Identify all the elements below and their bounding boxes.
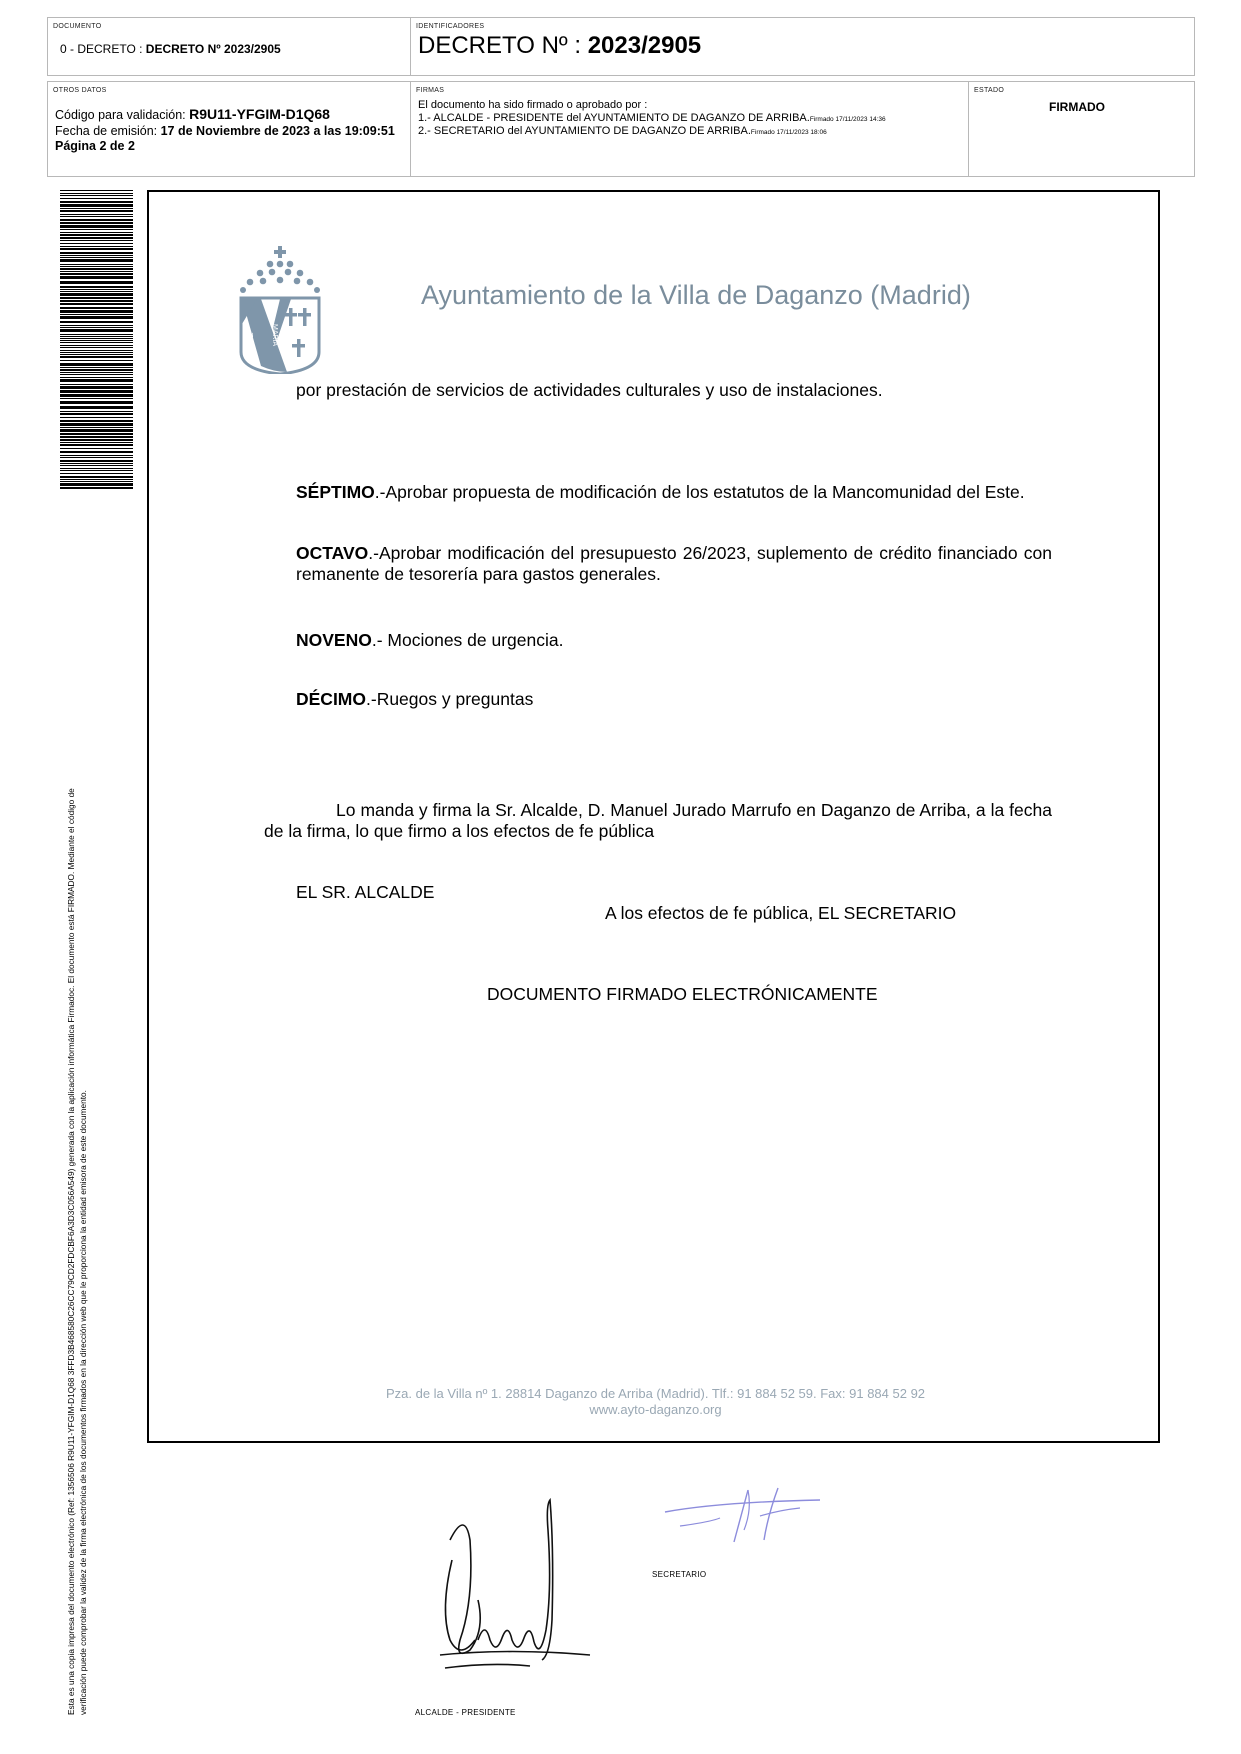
barcode-bar <box>60 406 133 409</box>
barcode-bar <box>60 369 133 371</box>
firmas-cell <box>410 81 969 177</box>
validation-code: Código para validación: R9U11-YFGIM-D1Q68 <box>55 106 330 122</box>
barcode-bar <box>60 222 133 224</box>
barcode-bar <box>60 363 133 366</box>
barcode-bar <box>60 303 133 305</box>
barcode-bar <box>60 329 133 332</box>
barcode-bar <box>60 195 133 196</box>
body-intro: por prestación de servicios de actividades culturales y uso de instalaciones. <box>296 380 883 400</box>
barcode-bar <box>60 360 133 361</box>
barcode-bar <box>60 316 133 319</box>
barcode-bar <box>60 463 133 464</box>
barcode-bar <box>60 483 133 486</box>
barcode-bar <box>60 479 133 480</box>
secretario-signature-label: SECRETARIO <box>652 1570 707 1579</box>
barcode-bar <box>60 240 133 241</box>
barcode-bar <box>60 271 133 272</box>
barcode-bar <box>60 394 133 397</box>
barcode-bar <box>60 252 133 254</box>
barcode-bar <box>60 367 133 368</box>
secretario-title: A los efectos de fe pública, EL SECRETARIO <box>605 903 957 923</box>
barcode-bar <box>60 411 133 412</box>
barcode-bar <box>60 340 133 341</box>
barcode-bar <box>60 476 133 478</box>
barcode-bar <box>60 448 133 449</box>
barcode-bar <box>60 234 133 236</box>
documento-value: 0 - DECRETO : DECRETO Nº 2023/2905 <box>60 42 281 56</box>
decreto-number: DECRETO Nº : 2023/2905 <box>418 32 702 59</box>
otros-datos-cell <box>47 81 411 177</box>
estado-cell <box>968 81 1195 177</box>
document-header <box>47 17 1195 177</box>
section-decimo: DÉCIMO.-Ruegos y preguntas <box>296 689 534 709</box>
barcode-bar <box>60 300 133 302</box>
barcode-bar <box>60 417 133 418</box>
estado-caption: ESTADO <box>974 87 1005 94</box>
barcode-bar <box>60 210 133 212</box>
closing-paragraph: Lo manda y firma la Sr. Alcalde, D. Manuel Jurado Marrufo en Daganzo de Arriba, a la fecha de la firma, lo que firmo a los efectos de fe pública <box>264 800 1052 841</box>
barcode-bar <box>60 268 133 270</box>
barcode-bar <box>60 439 133 441</box>
barcode-bar <box>60 314 133 315</box>
barcode-bar <box>60 342 133 343</box>
status-badge: FIRMADO <box>1049 100 1105 114</box>
barcode-bar <box>60 276 133 279</box>
barcode-bar <box>60 468 133 469</box>
barcode-bar <box>60 201 133 203</box>
barcode-bar <box>60 327 133 328</box>
footer-web: www.ayto-daganzo.org <box>589 1402 722 1417</box>
crest-text-ave: AVE <box>246 332 255 348</box>
footer-address: Pza. de la Villa nº 1. 28814 Daganzo de Arriba (Madrid). Tlf.: 91 884 52 59. Fax: 91 884 52 92 <box>385 1386 926 1401</box>
barcode-bar <box>60 356 133 358</box>
barcode-bar <box>60 379 133 382</box>
barcode-bar <box>60 291 133 292</box>
barcode-bar <box>60 347 133 348</box>
emission-date: Fecha de emisión: 17 de Noviembre de 2023 a las 19:09:51 <box>55 124 395 138</box>
barcode <box>60 190 133 490</box>
page-number: Página 2 de 2 <box>55 139 135 153</box>
barcode-bar <box>60 401 133 404</box>
barcode-bar <box>60 386 133 389</box>
barcode-bar <box>60 246 133 247</box>
institution-name: Ayuntamiento de la Villa de Daganzo (Madrid) <box>421 280 971 310</box>
barcode-bar <box>60 374 133 375</box>
firmas-caption: FIRMAS <box>416 87 445 94</box>
barcode-bar <box>60 259 133 262</box>
barcode-bar <box>60 257 133 258</box>
barcode-bar <box>60 457 133 458</box>
barcode-bar <box>60 442 133 443</box>
barcode-bar <box>60 470 133 471</box>
barcode-bar <box>60 293 133 296</box>
electronic-signature-notice: DOCUMENTO FIRMADO ELECTRÓNICAMENTE <box>487 984 878 1004</box>
barcode-bar <box>60 345 133 346</box>
secretario-signature <box>660 1480 830 1560</box>
verification-side-text <box>65 535 105 1715</box>
alcalde-signature-label: ALCALDE - PRESIDENTE <box>415 1708 516 1717</box>
side-text-line-1: Esta es una copia impresa del documento electrónico (Ref: 1356506 R9U11-YFGIM-D1Q68 3FFD3B468580C26CC79CD2FDCBF6A3D3C056A549) generada con la aplicación informática Firmadoc. El documento está FIRMADO. Mediante el código de <box>66 788 76 1715</box>
firmas-intro: El documento ha sido firmado o aprobado por : <box>418 99 648 111</box>
barcode-bar <box>60 338 133 339</box>
barcode-bar <box>60 377 133 378</box>
barcode-bar <box>60 266 133 267</box>
barcode-bar <box>60 208 133 209</box>
document-page <box>147 190 1160 1443</box>
barcode-bar <box>60 325 133 326</box>
barcode-bar <box>60 336 133 337</box>
barcode-bar <box>60 473 133 474</box>
barcode-bar <box>60 281 133 284</box>
section-noveno: NOVENO.- Mociones de urgencia. <box>296 630 564 650</box>
barcode-bar <box>60 264 133 265</box>
barcode-bar <box>60 248 133 250</box>
barcode-bar <box>60 255 133 256</box>
barcode-bar <box>60 307 133 309</box>
barcode-bar <box>60 487 133 489</box>
barcode-bar <box>60 334 133 335</box>
barcode-bar <box>60 436 133 438</box>
barcode-bar <box>60 444 133 446</box>
daganzo-crest-logo <box>239 244 324 374</box>
barcode-bar <box>60 429 133 432</box>
barcode-bar <box>60 354 133 355</box>
barcode-bar <box>60 219 133 221</box>
barcode-bar <box>60 460 133 462</box>
barcode-bar <box>60 225 133 228</box>
barcode-bar <box>60 297 133 299</box>
barcode-bar <box>60 216 133 217</box>
alcalde-title: EL SR. ALCALDE <box>296 882 435 902</box>
identificadores-caption: IDENTIFICADORES <box>416 23 485 30</box>
firma-secretario: 2.- SECRETARIO del AYUNTAMIENTO DE DAGANZO DE ARRIBA.Firmado 17/11/2023 18:06 <box>418 125 827 137</box>
barcode-bar <box>60 413 133 415</box>
section-septimo: SÉPTIMO.-Aprobar propuesta de modificación de los estatutos de la Mancomunidad del Este. <box>296 482 1025 502</box>
barcode-bar <box>60 481 133 482</box>
barcode-bar <box>60 398 133 399</box>
barcode-bar <box>60 243 133 244</box>
firma-alcalde: 1.- ALCALDE - PRESIDENTE del AYUNTAMIENTO DE DAGANZO DE ARRIBA.Firmado 17/11/2023 14:36 <box>418 112 886 124</box>
section-octavo: OCTAVO.-Aprobar modificación del presupuesto 26/2023, suplemento de crédito financiado con remanente de tesorería para gastos generales. <box>296 543 1052 584</box>
barcode-bar <box>60 350 133 351</box>
barcode-bar <box>60 427 133 428</box>
barcode-bar <box>60 352 133 353</box>
crest-text-maria: MARIA <box>271 324 278 347</box>
barcode-bar <box>60 190 133 191</box>
barcode-bar <box>60 286 133 288</box>
barcode-bar <box>60 451 133 453</box>
barcode-bar <box>60 321 133 323</box>
barcode-bar <box>60 193 133 194</box>
identificadores-cell <box>410 17 1195 76</box>
barcode-bar <box>60 310 133 313</box>
barcode-bar <box>60 204 133 207</box>
barcode-bar <box>60 420 133 422</box>
barcode-bar <box>60 237 133 239</box>
barcode-bar <box>60 372 133 373</box>
side-text-line-2: verificación puede comprobar la validez de la firma electrónica de los documentos firmados en la dirección web que le proporciona la entidad emisora de este documento. <box>78 1090 88 1715</box>
barcode-bar <box>60 433 133 435</box>
barcode-bar <box>60 229 133 230</box>
barcode-bar <box>60 273 133 275</box>
barcode-bar <box>60 198 133 199</box>
documento-cell <box>47 17 411 76</box>
barcode-bar <box>60 289 133 290</box>
barcode-bar <box>60 232 133 233</box>
otros-datos-caption: OTROS DATOS <box>53 87 107 94</box>
barcode-bar <box>60 423 133 426</box>
barcode-bar <box>60 455 133 456</box>
documento-caption: DOCUMENTO <box>53 23 102 30</box>
barcode-bar <box>60 465 133 466</box>
barcode-bar <box>60 384 133 385</box>
barcode-bar <box>60 214 133 215</box>
barcode-bar <box>60 390 133 393</box>
alcalde-signature <box>430 1490 600 1680</box>
